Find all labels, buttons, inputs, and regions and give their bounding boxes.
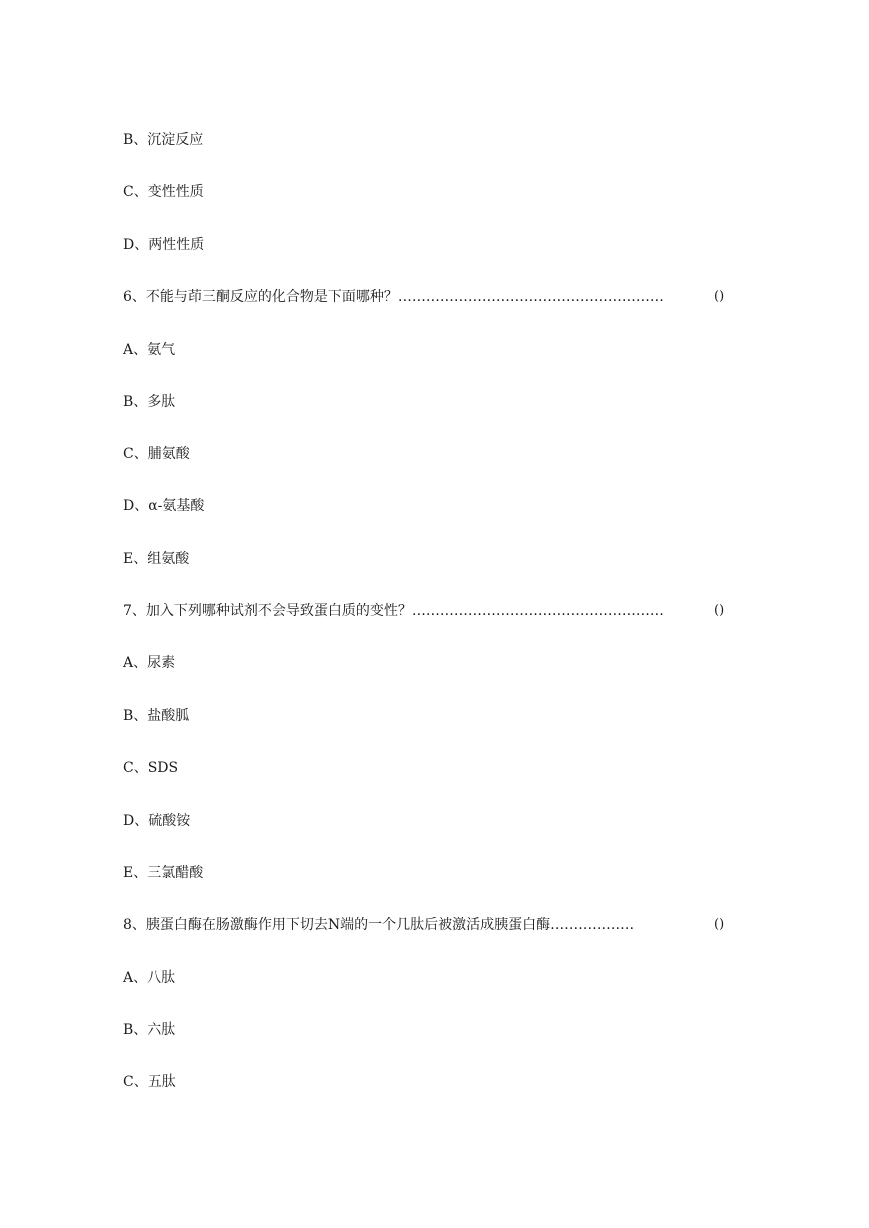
question-text: 8、胰蛋白酶在肠激酶作用下切去N端的一个几肽后被激活成胰蛋白酶……………… — [123, 917, 635, 933]
answer-blank: () — [714, 289, 725, 304]
option-line: E、组氨酸 — [123, 551, 190, 567]
question-text: 6、不能与茚三酮反应的化合物是下面哪种？………………………………………………… — [123, 289, 664, 305]
option-line: D、α-氨基酸 — [123, 498, 205, 514]
answer-blank: () — [714, 917, 725, 932]
option-line: A、氨气 — [123, 342, 176, 358]
option-line: A、八肽 — [123, 970, 176, 986]
option-line: B、六肽 — [123, 1022, 176, 1038]
question-line — [123, 288, 725, 306]
option-line: A、尿素 — [123, 655, 176, 671]
option-line: E、三氯醋酸 — [123, 865, 204, 881]
option-line: C、五肽 — [123, 1074, 176, 1090]
question-line — [123, 602, 725, 620]
option-line: B、多肽 — [123, 394, 176, 410]
option-line: D、硫酸铵 — [123, 813, 191, 829]
question-line — [123, 916, 725, 934]
option-line: B、沉淀反应 — [123, 132, 204, 148]
answer-blank: () — [714, 603, 725, 618]
question-text: 7、加入下列哪种试剂不会导致蛋白质的变性？……………………………………………… — [123, 603, 664, 619]
option-line: B、盐酸胍 — [123, 708, 190, 724]
option-line: C、脯氨酸 — [123, 446, 190, 462]
option-line: C、变性性质 — [123, 184, 204, 200]
option-line: C、SDS — [123, 760, 179, 776]
option-line: D、两性性质 — [123, 237, 205, 253]
